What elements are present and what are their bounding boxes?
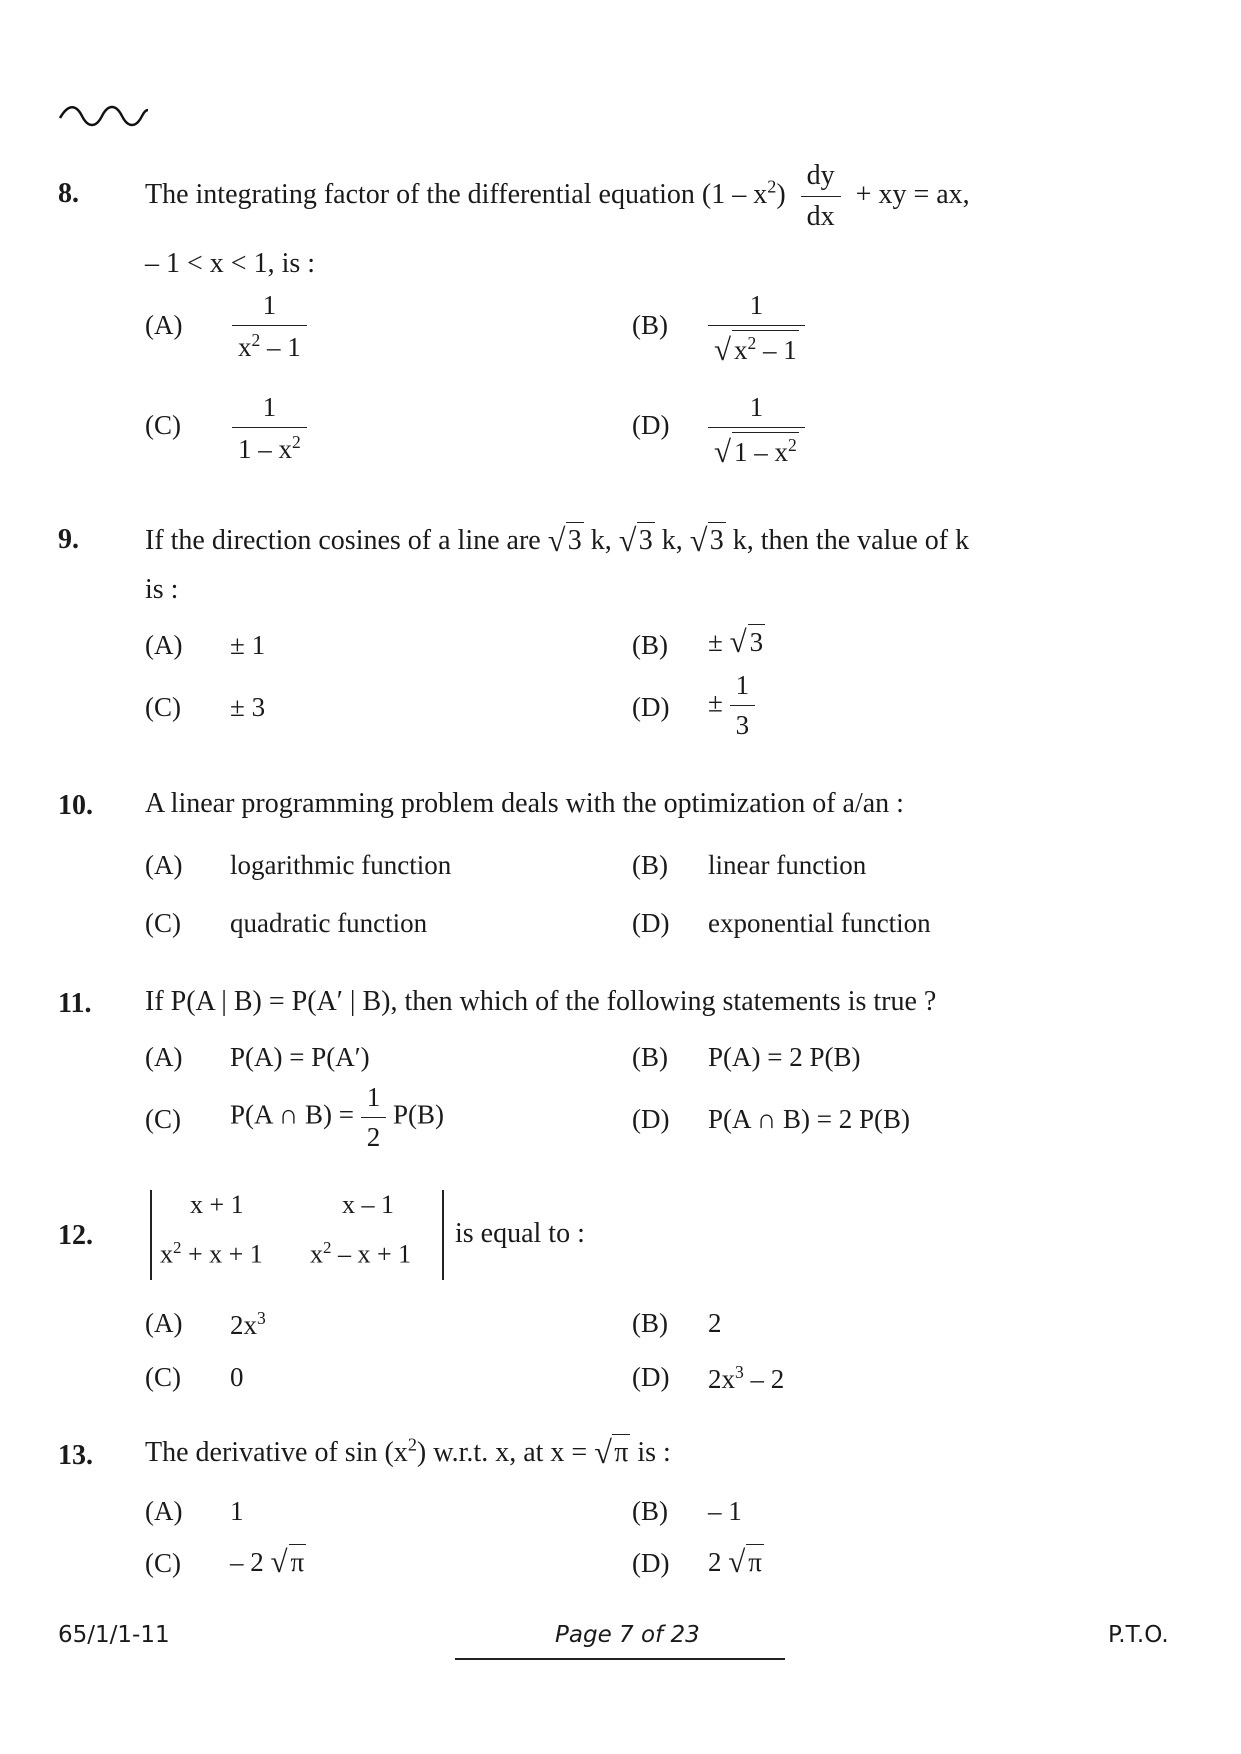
q13-option-a: 1 [230, 1496, 244, 1526]
q10-option-c-label: (C) [145, 908, 181, 938]
paper-code: 65/1/1-11 [58, 1622, 170, 1648]
q10-option-d-label: (D) [632, 908, 670, 938]
q10-option-b: linear function [708, 850, 867, 880]
q13-option-d-label: (D) [632, 1548, 670, 1578]
q9-option-a-label: (A) [145, 630, 183, 660]
question-8-stem-line2: – 1 < x < 1, is : [145, 248, 316, 279]
q10-option-b-label: (B) [632, 850, 668, 880]
q11-option-a-label: (A) [145, 1042, 183, 1072]
question-9-stem: If the direction cosines of a line are √ 3 k, √ 3 k, √ 3 k, then the value of k [145, 522, 970, 558]
det-a22: $x^2 - x + 1$ [310, 1238, 412, 1269]
q8-option-c: $\frac{1}{1 - x^2}$ [232, 392, 307, 465]
q8-option-d-label: (D) [632, 410, 670, 440]
q13-option-d: 2 √ π [708, 1544, 762, 1579]
det-a11: x + 1 [190, 1190, 244, 1219]
q9-option-d-label: (D) [632, 692, 670, 722]
q9-option-b: ± √ 3 [708, 624, 764, 659]
question-number-13: 13. [58, 1440, 93, 1471]
q11-option-d: P(A ∩ B) = 2 P(B) [708, 1104, 910, 1134]
question-10-stem: A linear programming problem deals with the optimization of a/an : [145, 788, 904, 819]
page-number-underline [455, 1658, 785, 1660]
q12-option-b-label: (B) [632, 1308, 668, 1338]
dy: dy [801, 160, 841, 197]
q12-option-d: $2x^3 - 2$ [708, 1362, 785, 1394]
q10-option-a: logarithmic function [230, 850, 452, 880]
q8-option-a-label: (A) [145, 310, 183, 340]
question-number-11: 11. [58, 988, 92, 1019]
q9-option-d: ± $\frac{1}{3}$ [708, 670, 755, 741]
q11-option-a: P(A) = P(A′) [230, 1042, 370, 1072]
q10-option-d: exponential function [708, 908, 931, 938]
q10-option-a-label: (A) [145, 850, 183, 880]
question-number-8: 8. [58, 178, 79, 209]
q8-option-a: $\frac{1}{x^2 - 1}$ [232, 290, 307, 363]
question-number-9: 9. [58, 524, 79, 555]
q10-option-c: quadratic function [230, 908, 428, 938]
q11-option-b: P(A) = 2 P(B) [708, 1042, 861, 1072]
q12-option-d-label: (D) [632, 1362, 670, 1392]
q9-option-c: ± 3 [230, 692, 266, 722]
question-9-stem-line2: is : [145, 574, 179, 605]
question-number-12: 12. [58, 1220, 93, 1251]
question-12-stem: is equal to : [455, 1218, 585, 1249]
q12-option-b: 2 [708, 1308, 722, 1338]
wave-icon [58, 100, 150, 130]
question-11-stem: If P(A | B) = P(A′ | B), then which of the following statements is true ? [145, 986, 937, 1017]
header-wave-mark [58, 100, 150, 137]
q12-option-c: 0 [230, 1362, 244, 1392]
q12-option-a: $2x^3$ [230, 1308, 266, 1340]
q13-option-c-label: (C) [145, 1548, 181, 1578]
q11-option-d-label: (D) [632, 1104, 670, 1134]
q12-option-c-label: (C) [145, 1362, 181, 1392]
det-a21: $x^2 + x + 1$ [160, 1238, 263, 1269]
q11-option-c: P(A ∩ B) = $\frac{1}{2}$ P(B) [230, 1082, 445, 1152]
q8-option-b: 1 √ $x^2 - 1$ [708, 290, 805, 366]
q13-option-b: – 1 [708, 1496, 742, 1526]
question-13-stem: The derivative of $\sin (x^2)$ w.r.t. x, at x = √ π is : [145, 1434, 671, 1470]
q13-option-b-label: (B) [632, 1496, 668, 1526]
det-a12: x – 1 [342, 1190, 394, 1219]
q11-option-c-label: (C) [145, 1104, 181, 1134]
question-8-stem: The integrating factor of the differential equation $(1 - x^2)$ $\frac{dy}{dx}$ + xy = ax, [145, 160, 970, 232]
q13-option-c: – 2 √ π [230, 1544, 305, 1579]
q11-option-b-label: (B) [632, 1042, 668, 1072]
q12-option-a-label: (A) [145, 1308, 183, 1338]
q12-determinant [150, 1190, 444, 1280]
q13-option-a-label: (A) [145, 1496, 183, 1526]
please-turn-over: P.T.O. [1108, 1622, 1169, 1648]
q9-option-a: ± 1 [230, 630, 266, 660]
q8-option-c-label: (C) [145, 410, 181, 440]
q8-option-b-label: (B) [632, 310, 668, 340]
page-number: Page 7 of 23 [555, 1622, 700, 1648]
q8-option-d: 1 √ $1 - x^2$ [708, 392, 805, 468]
dx: dx [806, 201, 835, 232]
q9-option-c-label: (C) [145, 692, 181, 722]
q9-option-b-label: (B) [632, 630, 668, 660]
question-number-10: 10. [58, 790, 93, 821]
